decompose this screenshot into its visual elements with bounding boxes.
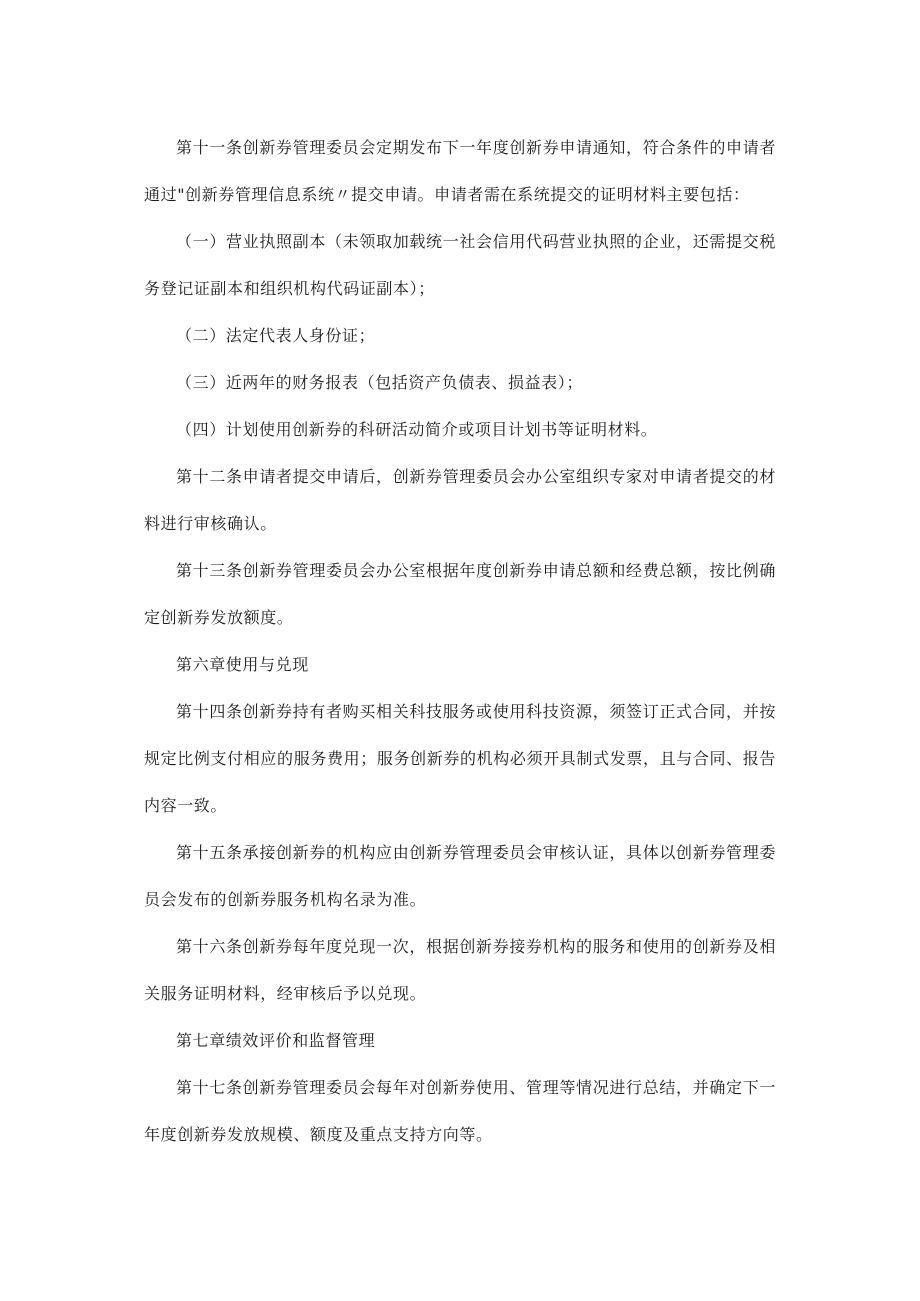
chapter-6-heading: 第六章使用与兑现 xyxy=(176,655,309,674)
list-item-legal-rep-id: （二）法定代表人身份证； xyxy=(176,326,376,345)
list-item-financial-statements: （三）近两年的财务报表（包括资产负债表、损益表）； xyxy=(176,373,584,392)
article-17-paragraph: 第十七条创新券管理委员会每年对创新券使用、管理等情况进行总结，并确定下一年度创新券发放规模、额度及重点支持方向等。 xyxy=(144,1078,776,1144)
article-13-paragraph: 第十三条创新券管理委员会办公室根据年度创新券申请总额和经费总额，按比例确定创新券发放额度。 xyxy=(144,561,776,627)
article-16-paragraph: 第十六条创新券每年度兑现一次，根据创新券接券机构的服务和使用的创新券及相关服务证明材料，经审核后予以兑现。 xyxy=(144,937,776,1003)
article-12-paragraph: 第十二条申请者提交申请后，创新券管理委员会办公室组织专家对申请者提交的材料进行审核确认。 xyxy=(144,467,776,533)
article-11-paragraph: 第十一条创新券管理委员会定期发布下一年度创新券申请通知，符合条件的申请者通过"创新券管理信息系统〃提交申请。申请者需在系统提交的证明材料主要包括： xyxy=(144,138,776,204)
list-item-project-materials: （四）计划使用创新券的科研活动简介或项目计划书等证明材料。 xyxy=(176,420,658,439)
list-item-business-license: （一）营业执照副本（未领取加载统一社会信用代码营业执照的企业，还需提交税务登记证副本和组织机构代码证副本）； xyxy=(144,232,776,298)
article-15-paragraph: 第十五条承接创新券的机构应由创新券管理委员会审核认证，具体以创新券管理委员会发布的创新券服务机构名录为准。 xyxy=(144,843,776,909)
article-14-paragraph: 第十四条创新券持有者购买相关科技服务或使用科技资源，须签订正式合同，并按规定比例支付相应的服务费用；服务创新券的机构必须开具制式发票，且与合同、报告内容一致。 xyxy=(144,702,776,815)
chapter-7-heading: 第七章绩效评价和监督管理 xyxy=(176,1031,376,1050)
